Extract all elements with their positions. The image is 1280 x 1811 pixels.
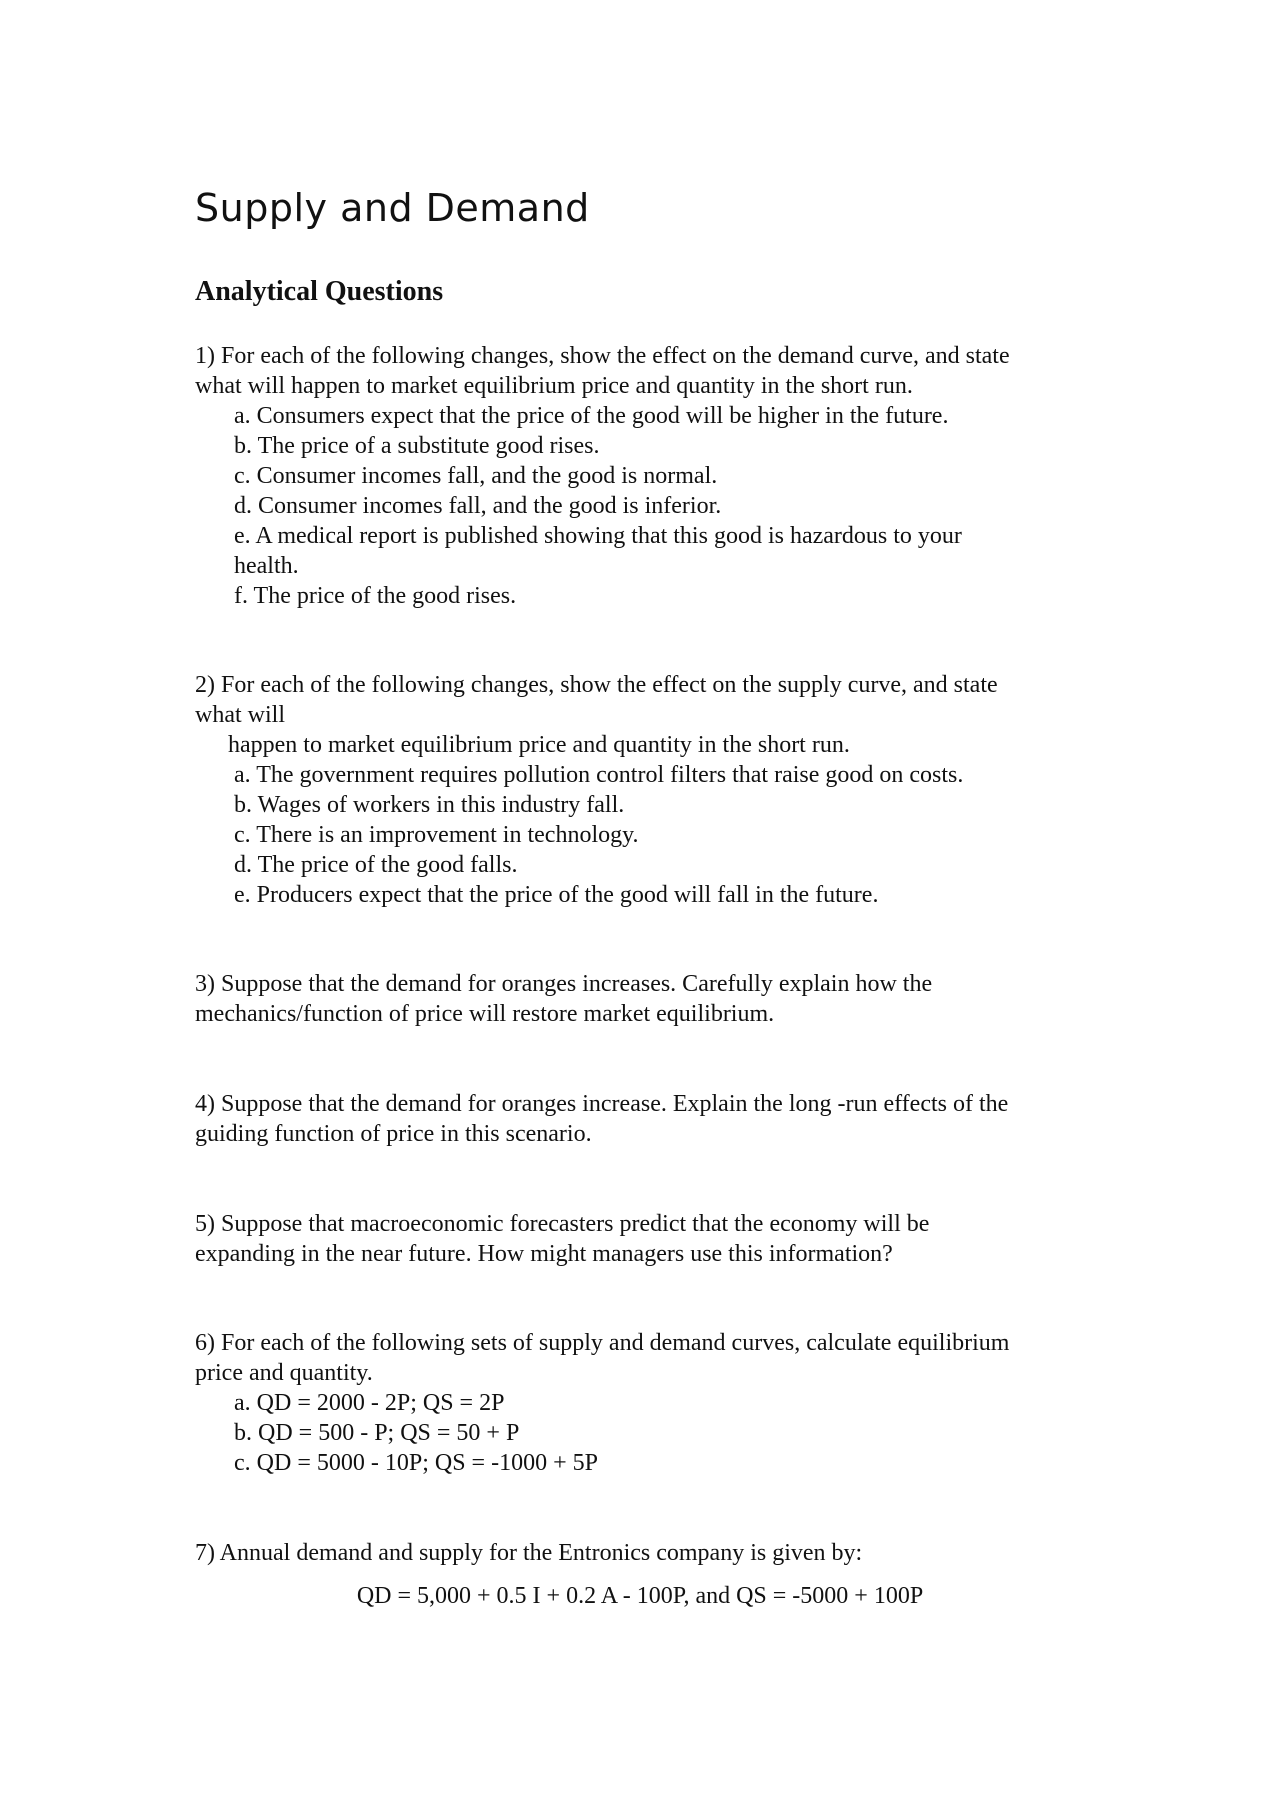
question-1-text-line-2: what will happen to market equilibrium price and quantity in the short run. xyxy=(195,373,913,399)
question-2-text-line-1: 2) For each of the following changes, show the effect on the supply curve, and state xyxy=(195,672,998,698)
section-heading: Analytical Questions xyxy=(195,276,444,307)
question-1-item-c: c. Consumer incomes fall, and the good is normal. xyxy=(234,463,718,489)
question-1-item-d: d. Consumer incomes fall, and the good is inferior. xyxy=(234,493,722,519)
question-6-text-line-2: price and quantity. xyxy=(195,1360,373,1386)
question-2-item-c: c. There is an improvement in technology. xyxy=(234,822,639,848)
question-3-text-line-1: 3) Suppose that the demand for oranges increases. Carefully explain how the xyxy=(195,971,933,997)
question-6-item-c: c. QD = 5000 - 10P; QS = -1000 + 5P xyxy=(234,1450,598,1476)
question-1-item-b: b. The price of a substitute good rises. xyxy=(234,433,600,459)
question-1-item-e-continued: health. xyxy=(234,553,299,579)
question-2-item-d: d. The price of the good falls. xyxy=(234,852,518,878)
question-6-item-a: a. QD = 2000 - 2P; QS = 2P xyxy=(234,1390,505,1416)
question-6-item-b: b. QD = 500 - P; QS = 50 + P xyxy=(234,1420,520,1446)
question-2-text-line-2: what will xyxy=(195,702,285,728)
question-5-text-line-1: 5) Suppose that macroeconomic forecasters predict that the economy will be xyxy=(195,1211,930,1237)
question-1-item-a: a. Consumers expect that the price of the good will be higher in the future. xyxy=(234,403,949,429)
question-2-item-a: a. The government requires pollution control filters that raise good on costs. xyxy=(234,762,964,788)
question-5-text-line-2: expanding in the near future. How might managers use this information? xyxy=(195,1241,893,1267)
question-4-text-line-1: 4) Suppose that the demand for oranges increase. Explain the long -run effects of the xyxy=(195,1091,1009,1117)
question-4-text-line-2: guiding function of price in this scenario. xyxy=(195,1121,592,1147)
question-3-text-line-2: mechanics/function of price will restore market equilibrium. xyxy=(195,1001,775,1027)
question-2-text-line-3: happen to market equilibrium price and quantity in the short run. xyxy=(228,732,850,758)
question-1-item-f: f. The price of the good rises. xyxy=(234,583,517,609)
question-7-text-line-1: 7) Annual demand and supply for the Entronics company is given by: xyxy=(195,1540,863,1566)
question-2-item-e: e. Producers expect that the price of the good will fall in the future. xyxy=(234,882,879,908)
question-1-item-e: e. A medical report is published showing that this good is hazardous to your xyxy=(234,523,962,549)
question-6-text-line-1: 6) For each of the following sets of supply and demand curves, calculate equilibrium xyxy=(195,1330,1010,1356)
question-7-equation: QD = 5,000 + 0.5 I + 0.2 A - 100P, and QS = -5000 + 100P xyxy=(356,1583,924,1609)
document-title: Supply and Demand xyxy=(195,186,590,230)
question-1-text-line-1: 1) For each of the following changes, show the effect on the demand curve, and state xyxy=(195,343,1010,369)
question-2-item-b: b. Wages of workers in this industry fall. xyxy=(234,792,625,818)
